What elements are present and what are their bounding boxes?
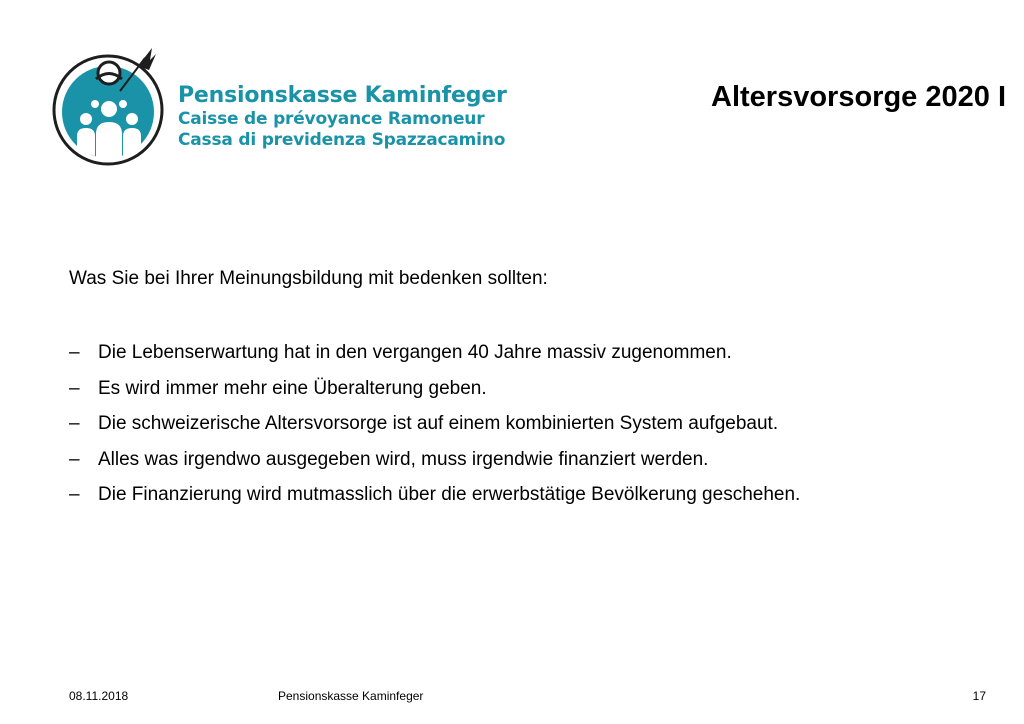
logo (50, 46, 507, 171)
bullet-marker: – (69, 377, 80, 399)
bullet-item (69, 412, 800, 448)
logo-line-french: Caisse de prévoyance Ramoneur (178, 109, 485, 129)
bullet-text: Alles was irgendwo ausgegeben wird, muss irgendwie finanziert werden. (98, 448, 709, 470)
pensionskasse-logo-icon (50, 46, 172, 171)
logo-wordmark (178, 83, 507, 151)
slide-title: Altersvorsorge 2020 I (711, 81, 1006, 113)
bullet-item (69, 448, 800, 484)
bullet-item (69, 377, 800, 413)
bullet-item (69, 341, 800, 377)
bullet-marker: – (69, 484, 80, 505)
slide-intro: Was Sie bei Ihrer Meinungsbildung mit bedenken sollten: (69, 268, 548, 289)
footer-organization: Pensionskasse Kaminfeger (278, 689, 424, 703)
bullet-item (69, 483, 800, 519)
bullet-list (69, 341, 800, 519)
logo-line-italian: Cassa di previdenza Spazzacamino (178, 130, 506, 150)
footer-date: 08.11.2018 (69, 689, 129, 703)
bullet-marker: – (69, 448, 80, 470)
logo-line-german: Pensionskasse Kaminfeger (178, 83, 507, 108)
bullet-text: Die Lebenserwartung hat in den vergangen 40 Jahre massiv zugenommen. (98, 342, 732, 363)
bullet-text: Die schweizerische Altersvorsorge ist auf einem kombinierten System aufgebaut. (98, 413, 779, 434)
footer-page-number: 17 (972, 689, 986, 703)
bullet-text: Es wird immer mehr eine Überalterung geben. (98, 377, 487, 399)
bullet-marker: – (69, 342, 80, 363)
bullet-marker: – (69, 413, 80, 434)
bullet-text: Die Finanzierung wird mutmasslich über die erwerbstätige Bevölkerung geschehen. (98, 484, 801, 505)
